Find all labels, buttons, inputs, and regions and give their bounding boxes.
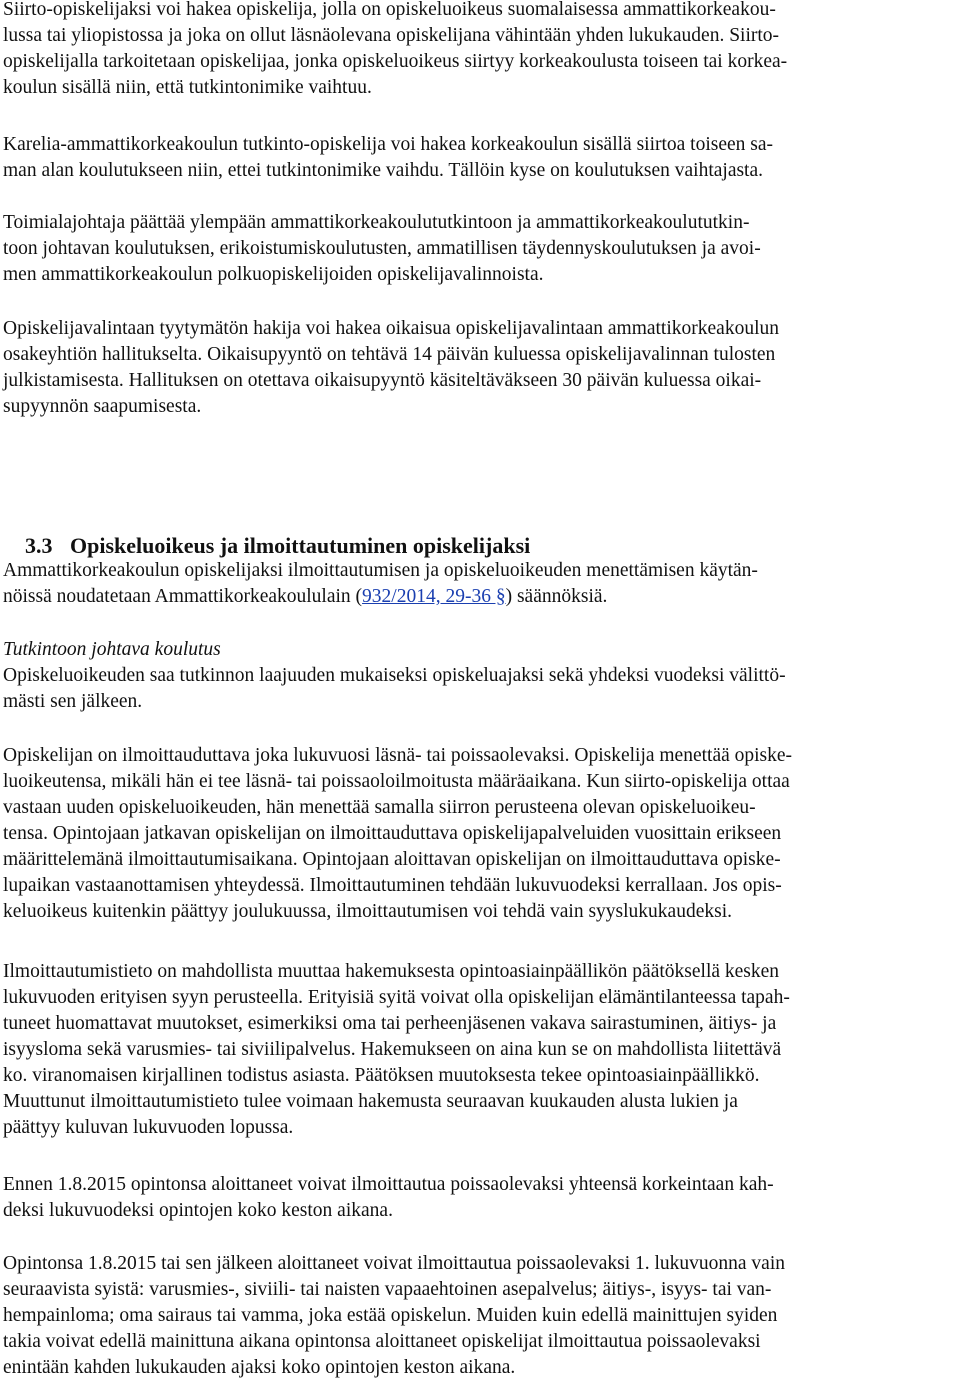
paragraph-5-line-1: Opiskeluoikeuden saa tutkinnon laajuuden mukaiseksi opiskeluajaksi sekä yhdeksi vuodeksi välittö- — [3, 665, 786, 686]
paragraph-4-line-4: supyynnön saapumisesta. — [3, 396, 202, 417]
paragraph-7-line-4: isyysloma sekä varusmies- tai siviilipalvelus. Hakemukseen on aina kun se on mahdollista liitettävä — [3, 1039, 782, 1060]
subheading-degree-programme: Tutkintoon johtava koulutus — [3, 639, 221, 660]
paragraph-6-line-6: lupaikan vastaanottamisen yhteydessä. Ilmoittautuminen tehdään lukuvuodeksi kerrallaan. Jos opis- — [3, 875, 782, 896]
paragraph-2-line-1: Karelia-ammattikorkeakoulun tutkinto-opiskelija voi hakea korkeakoulun sisällä siirtoa toiseen sa- — [3, 134, 774, 155]
paragraph-8-line-2: deksi lukuvuodeksi opintojen koko keston aikana. — [3, 1200, 393, 1221]
paragraph-7-line-5: ko. viranomaisen kirjallinen todistus asiasta. Päätöksen muutoksesta tekee opintoasiainpäällikkö. — [3, 1065, 760, 1086]
paragraph-7-line-6: Muuttunut ilmoittautumistieto tulee voimaan hakemusta seuraavan kuukauden alusta lukien ja — [3, 1091, 738, 1112]
section-number: 3.3 — [25, 533, 53, 558]
paragraph-4-line-2: osakeyhtiön hallitukselta. Oikaisupyyntö on tehtävä 14 päivän kuluessa opiskelijavalinnan tulosten — [3, 344, 776, 365]
paragraph-1-line-2: lussa tai yliopistossa ja joka on ollut läsnäolevana opiskelijana vähintään yhden lukukauden. Siirto- — [3, 25, 780, 46]
paragraph-3-line-2: toon johtavan koulutuksen, erikoistumiskoulutusten, ammatillisen täydennyskoulutuksen ja avoi- — [3, 238, 761, 259]
intro-line-1: Ammattikorkeakoulun opiskelijaksi ilmoittautumisen ja opiskeluoikeuden menettämisen käytän- — [3, 560, 758, 581]
paragraph-8-line-1: Ennen 1.8.2015 opintonsa aloittaneet voivat ilmoittautua poissaolevaksi yhteensä korkeintaan kah- — [3, 1174, 774, 1195]
intro-line-2-before: nöissä noudatetaan Ammattikorkeakoululain ( — [3, 586, 363, 607]
paragraph-6-line-4: tensa. Opintojaan jatkavan opiskelijan on ilmoittauduttava opiskelijapalveluiden vuosittain erikseen — [3, 823, 782, 844]
intro-line-2-after: ) säännöksiä. — [505, 586, 608, 607]
paragraph-6-line-2: luoikeutensa, mikäli hän ei tee läsnä- tai poissaoloilmoitusta määräaikana. Kun siirto-opiskelija ottaa — [3, 771, 790, 792]
paragraph-9-line-1: Opintonsa 1.8.2015 tai sen jälkeen aloittaneet voivat ilmoittautua poissaolevaksi 1. lukuvuonna vain — [3, 1253, 786, 1274]
paragraph-1-line-4: koulun sisällä niin, että tutkintonimike vaihtuu. — [3, 77, 372, 98]
paragraph-6-line-5: määrittelemänä ilmoittautumisaikana. Opintojaan aloittavan opiskelijan on ilmoittauduttava opiske- — [3, 849, 781, 870]
paragraph-7-line-3: tuneet huomattavat muutokset, esimerkiksi oma tai perheenjäsenen vakava sairastuminen, äitiys- ja — [3, 1013, 777, 1034]
paragraph-6-line-3: vastaan uuden opiskeluoikeuden, hän menettää samalla siirron perusteena olevan opiskeluoikeu- — [3, 797, 756, 818]
law-reference-link[interactable]: 932/2014, 29-36 § — [362, 586, 506, 607]
paragraph-2-line-2: man alan koulutukseen niin, ettei tutkintonimike vaihdu. Tällöin kyse on koulutuksen vaihtajasta. — [3, 160, 764, 181]
paragraph-6-line-1: Opiskelijan on ilmoittauduttava joka lukuvuosi läsnä- tai poissaolevaksi. Opiskelija menettää opiske- — [3, 745, 793, 766]
paragraph-9-line-3: hempainloma; oma sairaus tai vamma, joka estää opiskelun. Muiden kuin edellä mainittujen syiden — [3, 1305, 778, 1326]
paragraph-1-line-3: opiskelijalla tarkoitetaan opiskelijaa, jonka opiskeluoikeus siirtyy korkeakoulusta toiseen tai korkea- — [3, 51, 788, 72]
section-title: Opiskeluoikeus ja ilmoittautuminen opiskelijaksi — [70, 533, 531, 558]
paragraph-7-line-1: Ilmoittautumistieto on mahdollista muuttaa hakemuksesta opintoasiainpäällikön päätöksellä kesken — [3, 961, 780, 982]
paragraph-7-line-7: päättyy kuluvan lukuvuoden lopussa. — [3, 1117, 294, 1138]
paragraph-4-line-3: julkistamisesta. Hallituksen on otettava oikaisupyyntö käsiteltäväkseen 30 päivän kuluessa oikai- — [3, 370, 762, 391]
paragraph-4-line-1: Opiskelijavalintaan tyytymätön hakija voi hakea oikaisua opiskelijavalintaan ammattikorkeakoulun — [3, 318, 779, 339]
paragraph-3-line-1: Toimialajohtaja päättää ylempään ammattikorkeakoulututkintoon ja ammattikorkeakoulututkin- — [3, 212, 750, 233]
paragraph-3-line-3: men ammattikorkeakoulun polkuopiskelijoiden opiskelijavalinnoista. — [3, 264, 544, 285]
paragraph-9-line-5: enintään kahden lukukauden ajaksi koko opintojen keston aikana. — [3, 1357, 516, 1378]
paragraph-5-line-2: mästi sen jälkeen. — [3, 691, 143, 712]
paragraph-7-line-2: lukuvuoden erityisen syyn perusteella. Erityisiä syitä voivat olla opiskelijan elämäntilanteessa tapah- — [3, 987, 790, 1008]
paragraph-9-line-2: seuraavista syistä: varusmies-, siviili- tai naisten vapaaehtoinen asepalvelus; äitiys-, isyys- tai van- — [3, 1279, 772, 1300]
paragraph-9-line-4: takia voivat edellä mainittuna aikana opintonsa aloittaneet opiskelijat ilmoittautua poissaolevaksi — [3, 1331, 761, 1352]
paragraph-1-line-1: Siirto-opiskelijaksi voi hakea opiskelija, jolla on opiskeluoikeus suomalaisessa ammattikorkeakou- — [3, 0, 776, 20]
paragraph-6-line-7: keluoikeus kuitenkin päättyy joulukuussa, ilmoittautumisen voi tehdä vain syyslukukaudeksi. — [3, 901, 732, 922]
intro-line-2 — [3, 584, 607, 610]
